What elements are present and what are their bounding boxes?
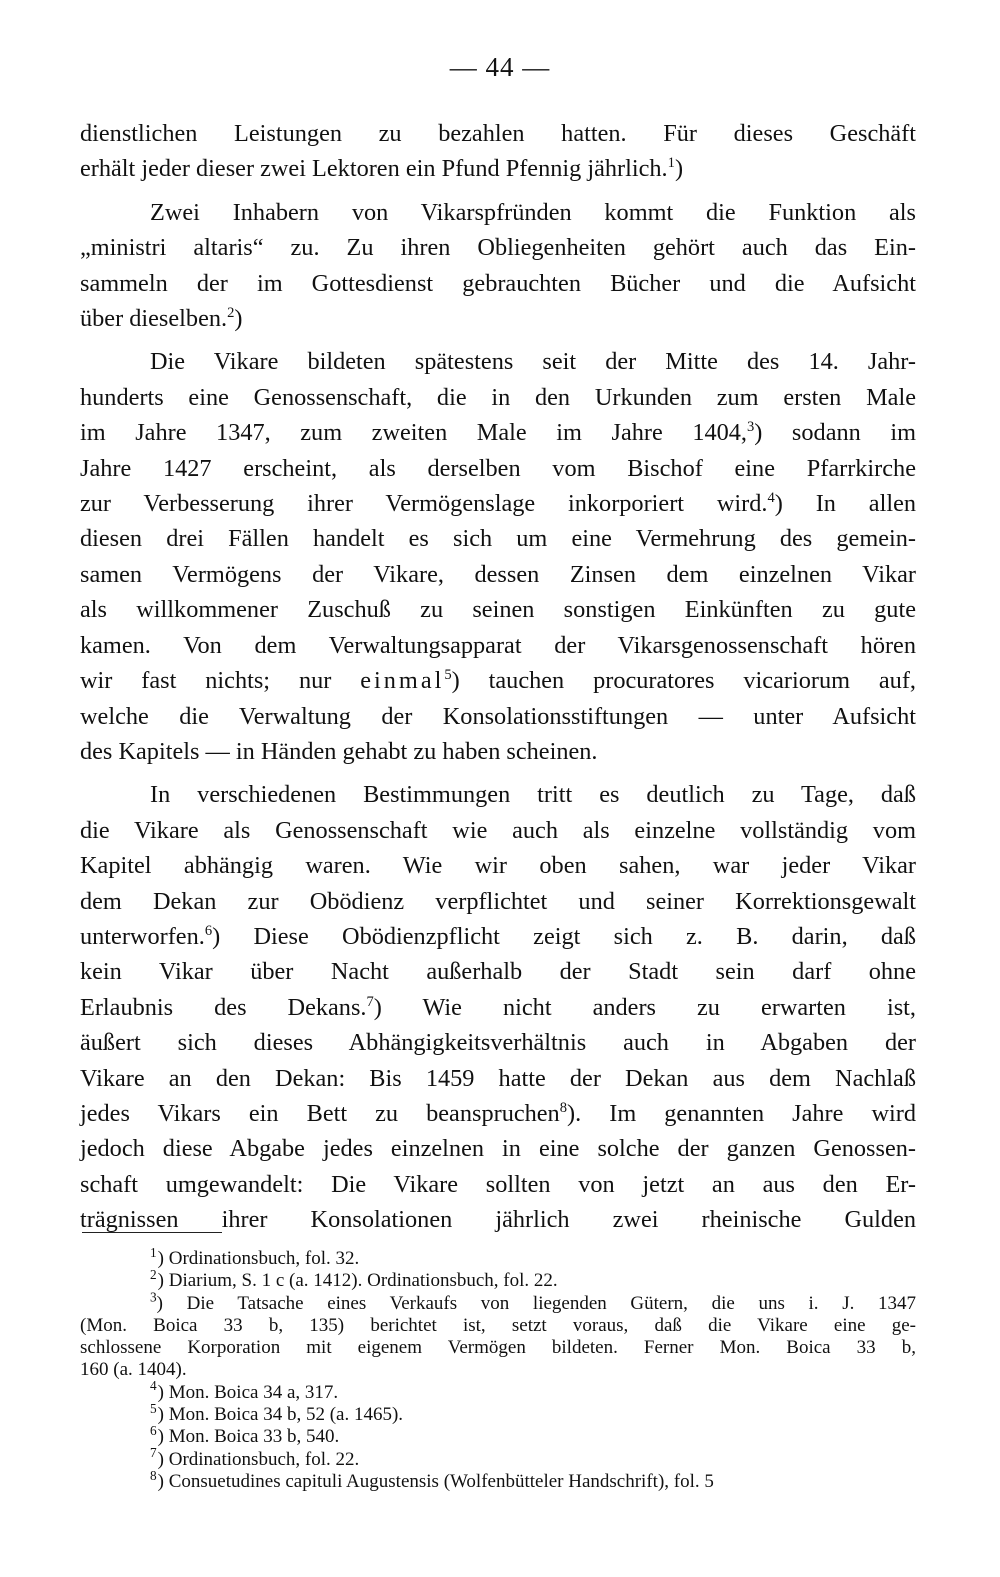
text-line: Vikare an den Dekan: Bis 1459 hatte der Dekan aus dem Nachlaß [80, 1064, 916, 1092]
text-line: kamen. Von dem Verwaltungsapparat der Vikarsgenossenschaft hören [80, 631, 916, 659]
footnote-2: $^2$) Diarium, S. 1 c (a. 1412). Ordinationsbuch, fol. 22. [150, 1266, 558, 1292]
footnote-ref: 6 [204, 922, 213, 939]
text-line: hunderts eine Genossenschaft, die in den Urkunden zum ersten Male [80, 383, 916, 411]
footnote-6: $^6$) Mon. Boica 33 b, 540. [150, 1423, 340, 1448]
text-line: jedes Vikars ein Bett zu beanspruchen$^8$). Im genannten Jahre wird [80, 1099, 916, 1127]
text-line: Kapitel abhängig waren. Wie wir oben sahen, war jeder Vikar [80, 852, 916, 880]
footnote-4: $^4$) Mon. Boica 34 a, 317. [150, 1378, 339, 1403]
text-line: im Jahre 1347, zum zweiten Male im Jahre 1404,$^3$) sodann im [80, 419, 916, 447]
text-line: schaft umgewandelt: Die Vikare sollten von jetzt an aus den Er- [80, 1170, 916, 1198]
text-line: zur Verbesserung ihrer Vermögenslage inkorporiert wird.$^4$) In allen [80, 489, 917, 518]
footnote-8: $^8$) Consuetudines capituli Augustensis (Wolfenbütteler Handschrift), fol. 5 [150, 1467, 714, 1492]
footnote-5: $^5$) Mon. Boica 34 b, 52 (a. 1465). [150, 1400, 404, 1426]
footnote-7: $^7$) Ordinationsbuch, fol. 22. [150, 1445, 360, 1470]
text-line: als willkommener Zuschuß zu seinen sonstigen Einkünften zu gute [80, 596, 916, 624]
footnotes [80, 1244, 916, 1493]
text-line: welche die Verwaltung der Konsolationsstiftungen — unter Aufsicht [80, 702, 916, 730]
footnote-separator [82, 1232, 222, 1233]
footnote-ref: 7 [366, 993, 374, 1010]
footnote-ref: 1 [667, 155, 675, 172]
text-line: Zwei Inhabern von Vikarspfründen kommt die Funktion als [150, 198, 916, 226]
text-line: diesen drei Fällen handelt es sich um eine Vermehrung des gemein- [80, 525, 916, 553]
footnote-1: $^1$) Ordinationsbuch, fol. 32. [150, 1244, 360, 1269]
text-line: erhält jeder dieser zwei Lektoren ein Pfund Pfennig jährlich.$^1$) [80, 155, 684, 183]
footnote-ref: 3 [746, 419, 755, 436]
page-number: — 44 — [449, 52, 551, 82]
text-line: „ministri altaris“ zu. Zu ihren Obliegenheiten gehört auch das Ein- [80, 234, 916, 262]
text-line: Jahre 1427 erscheint, als derselben vom Bischof eine Pfarrkirche [80, 454, 916, 482]
text-line: dem Dekan zur Obödienz verpflichtet und seiner Korrektionsgewalt [80, 887, 916, 915]
text-line: trägnissen ihrer Konsolationen jährlich zwei rheinische Gulden [80, 1206, 916, 1234]
footnote-ref: 4 [767, 489, 775, 506]
text-line: des Kapitels — in Händen gehabt zu haben scheinen. [80, 737, 598, 765]
text-line: über dieselben.$^2$) [80, 304, 243, 333]
text-line: In verschiedenen Bestimmungen tritt es deutlich zu Tage, daß [150, 781, 916, 809]
footnote-3: $^3$) Die Tatsache eines Verkaufs von liegenden Gütern, die uns i. J. 1347 (Mon. Boica 33 b, 135) berichtet ist, setzt voraus, daß die Vikare eine ge- schlossene Korporation mit eigenem Vermögen bildeten. Ferner Mon. Boica 33 b, 160 (a. 1404). [80, 1289, 916, 1381]
footnote-ref: 2 [227, 304, 235, 321]
text-line: die Vikare als Genossenschaft wie auch als einzelne vollständig vom [80, 816, 916, 844]
text-line: sammeln der im Gottesdienst gebrauchten Bücher und die Aufsicht [80, 269, 916, 297]
text-line: äußert sich dieses Abhängigkeitsverhältnis auch in Abgaben der [80, 1029, 916, 1057]
text-line: dienstlichen Leistungen zu bezahlen hatten. Für dieses Geschäft [80, 120, 916, 147]
footnote-ref: 5 [444, 667, 452, 683]
text-line: samen Vermögens der Vikare, dessen Zinsen dem einzelnen Vikar [80, 560, 916, 588]
text-line: wir fast nichts; nur einmal$^5$) tauchen procuratores vicariorum auf, [80, 667, 916, 695]
footnote-ref: 8 [559, 1099, 568, 1116]
text-line: jedoch diese Abgabe jedes einzelnen in eine solche der ganzen Genossen- [80, 1135, 916, 1163]
text-line: Erlaubnis des Dekans.$^7$) Wie nicht anders zu erwarten ist, [80, 993, 916, 1021]
body-text [80, 116, 916, 1238]
text-line: unterworfen.$^6$) Diese Obödienzpflicht zeigt sich z. B. darin, daß [80, 922, 916, 950]
text-line: Die Vikare bildeten spätestens seit der Mitte des 14. Jahr- [150, 348, 916, 376]
text-line: kein Vikar über Nacht außerhalb der Stadt sein darf ohne [80, 958, 916, 986]
